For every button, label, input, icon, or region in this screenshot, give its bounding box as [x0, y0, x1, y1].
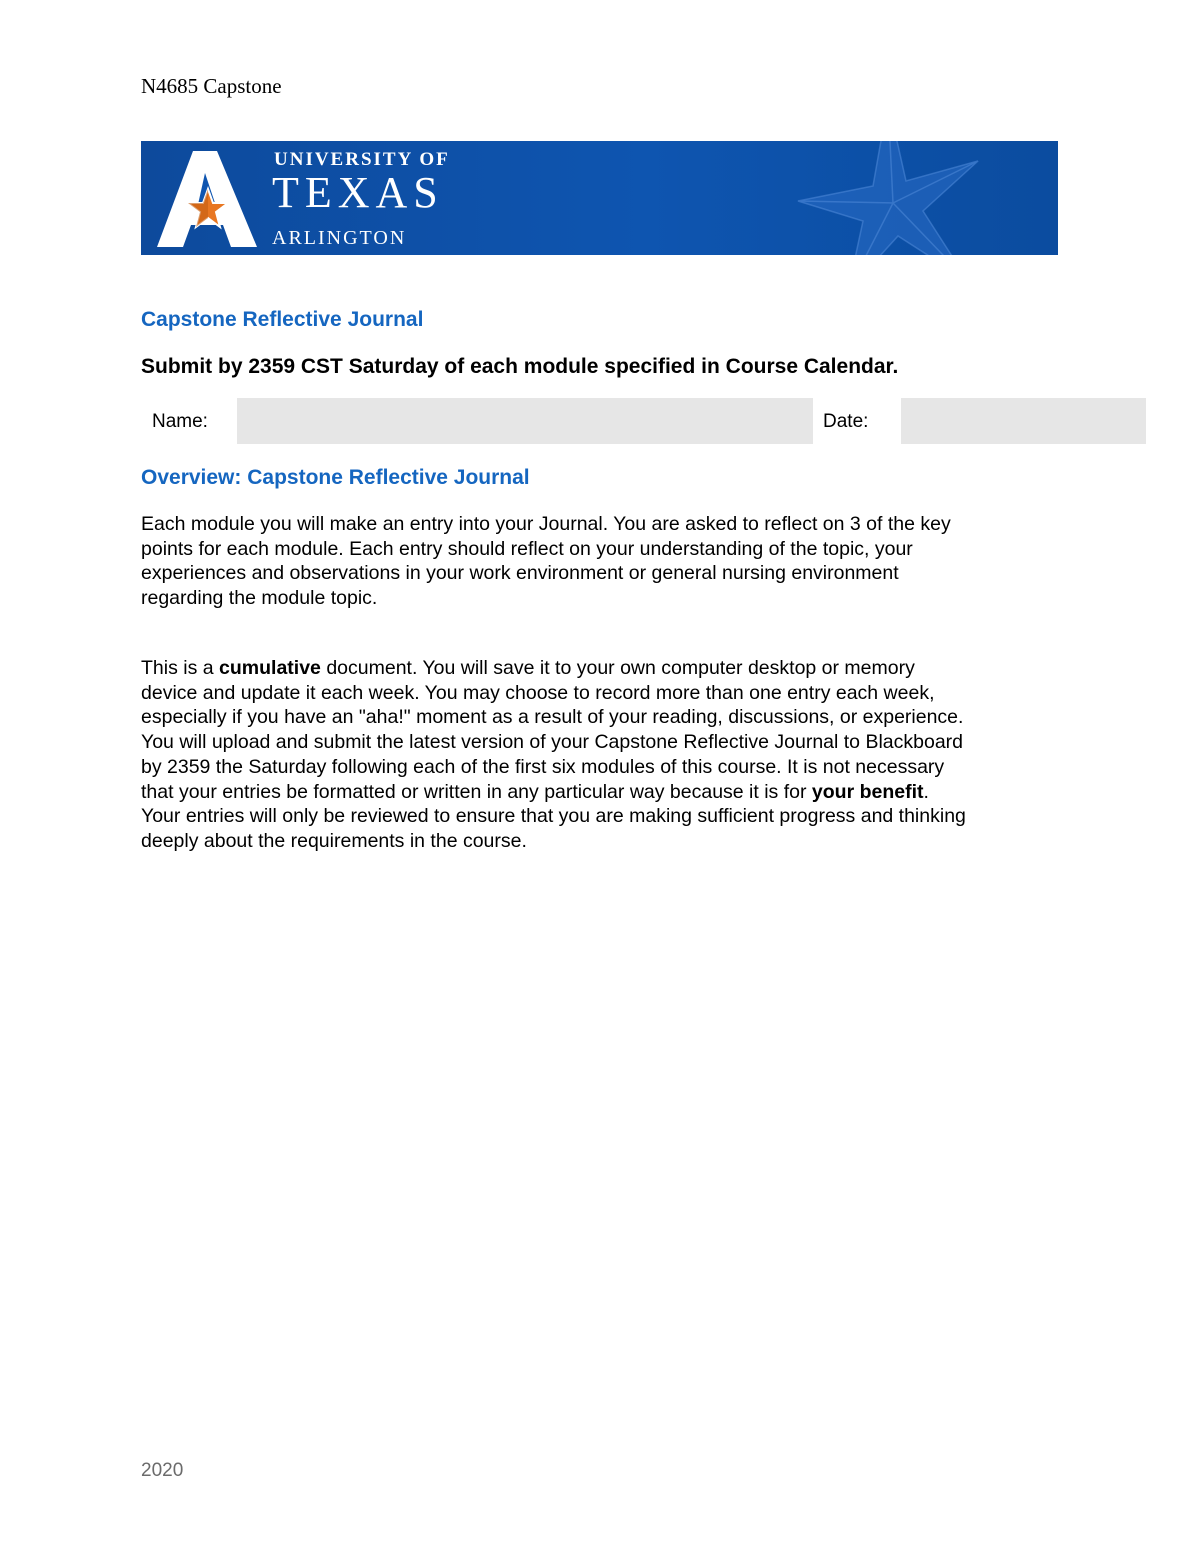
page-footer-year: 2020	[141, 1460, 184, 1481]
paragraph-line: device and update it each week. You may choose to record more than one entry each week,	[141, 681, 935, 704]
paragraph-line: You will upload and submit the latest version of your Capstone Reflective Journal to Blackboard	[141, 731, 963, 754]
emphasis-your-benefit: your benefit	[811, 780, 924, 803]
paragraph-line: by 2359 the Saturday following each of the first six modules of this course. It is not necessary	[141, 755, 945, 778]
date-field[interactable]	[901, 398, 1146, 444]
paragraph-line: This is a cumulative document. You will save it to your own computer desktop or memory	[141, 657, 915, 679]
paragraph-line: Your entries will only be reviewed to ensure that you are making sufficient progress and thinking	[141, 805, 966, 828]
emphasis-cumulative: cumulative	[219, 657, 321, 679]
name-field[interactable]	[237, 398, 813, 444]
paragraph-line: that your entries be formatted or written in any particular way because it is for your benefit.	[141, 780, 929, 803]
page-header-course: N4685 Capstone	[141, 74, 282, 98]
decorative-star-icon	[728, 141, 1058, 255]
banner-line-texas: TEXAS	[272, 168, 444, 217]
paragraph-line: points for each module. Each entry should reflect on your understanding of the topic, your	[141, 537, 913, 560]
banner-line-arlington: ARLINGTON	[272, 227, 407, 249]
paragraph-line: especially if you have an "aha!" moment as a result of your reading, discussions, or experience.	[141, 706, 964, 729]
document-title: Capstone Reflective Journal	[141, 308, 424, 331]
overview-paragraph-1	[141, 512, 1061, 611]
paragraph-line: deeply about the requirements in the course.	[141, 829, 527, 852]
name-label: Name:	[152, 411, 208, 432]
paragraph-line: experiences and observations in your work environment or general nursing environment	[141, 562, 899, 585]
university-banner	[141, 141, 1058, 255]
submit-instruction: Submit by 2359 CST Saturday of each module specified in Course Calendar.	[141, 355, 899, 378]
overview-heading: Overview: Capstone Reflective Journal	[141, 466, 530, 489]
paragraph-line: Each module you will make an entry into your Journal. You are asked to reflect on 3 of the key	[141, 513, 951, 535]
paragraph-line: regarding the module topic.	[141, 587, 378, 610]
banner-line-university-of: UNIVERSITY OF	[274, 149, 450, 170]
date-label: Date:	[823, 411, 869, 432]
overview-paragraph-2	[141, 656, 1061, 854]
uta-logo-icon	[153, 151, 265, 247]
